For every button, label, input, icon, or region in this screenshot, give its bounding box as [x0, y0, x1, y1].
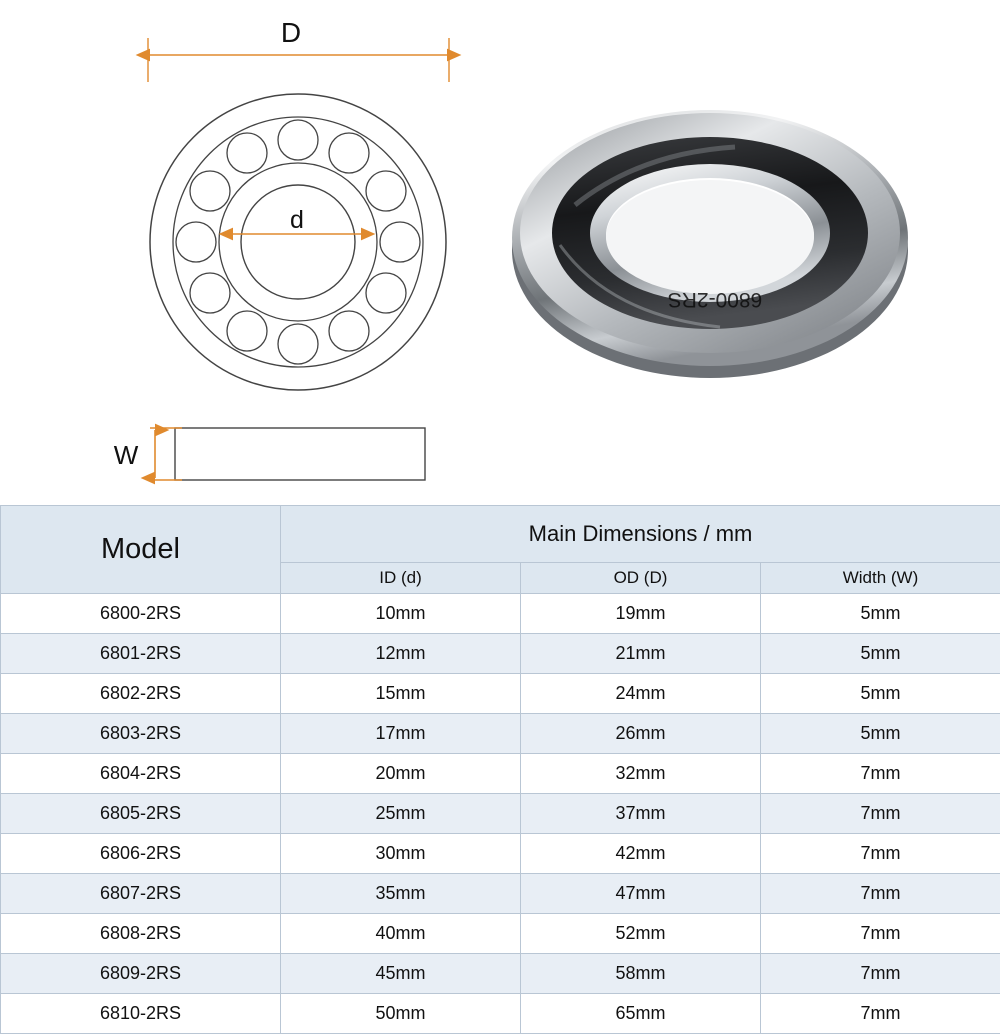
cell-model: 6810-2RS: [1, 994, 281, 1034]
bearing-photo: [500, 75, 920, 395]
cell-id: 50mm: [281, 994, 521, 1034]
cell-model: 6809-2RS: [1, 954, 281, 994]
cell-od: 65mm: [521, 994, 761, 1034]
cell-width: 7mm: [761, 754, 1000, 794]
header-outer-diameter: OD (D): [521, 563, 761, 594]
table-row: [1, 794, 1000, 834]
label-inner-diameter: d: [290, 206, 304, 234]
table-header-row-primary: [1, 506, 1000, 563]
cell-id: 20mm: [281, 754, 521, 794]
cell-width: 7mm: [761, 834, 1000, 874]
table-row: [1, 674, 1000, 714]
cell-width: 7mm: [761, 914, 1000, 954]
header-model: Model: [1, 506, 281, 594]
label-outer-diameter: D: [281, 17, 301, 48]
cell-width: 5mm: [761, 714, 1000, 754]
cell-model: 6807-2RS: [1, 874, 281, 914]
cell-id: 45mm: [281, 954, 521, 994]
illustration-area: [0, 0, 1000, 505]
table-row: [1, 754, 1000, 794]
cell-od: 26mm: [521, 714, 761, 754]
cell-od: 52mm: [521, 914, 761, 954]
table-row: [1, 594, 1000, 634]
cell-id: 15mm: [281, 674, 521, 714]
cell-model: 6803-2RS: [1, 714, 281, 754]
table-row: [1, 834, 1000, 874]
header-width: Width (W): [761, 563, 1000, 594]
cell-width: 5mm: [761, 594, 1000, 634]
cell-model: 6806-2RS: [1, 834, 281, 874]
cell-id: 17mm: [281, 714, 521, 754]
cell-width: 7mm: [761, 994, 1000, 1034]
cell-od: 32mm: [521, 754, 761, 794]
cell-od: 42mm: [521, 834, 761, 874]
cell-width: 7mm: [761, 794, 1000, 834]
cell-model: 6808-2RS: [1, 914, 281, 954]
specifications-table: [0, 505, 1000, 1034]
cell-od: 19mm: [521, 594, 761, 634]
cell-model: 6802-2RS: [1, 674, 281, 714]
cell-id: 40mm: [281, 914, 521, 954]
cell-id: 30mm: [281, 834, 521, 874]
cell-model: 6800-2RS: [1, 594, 281, 634]
cell-width: 7mm: [761, 874, 1000, 914]
header-main-dimensions: Main Dimensions / mm: [281, 506, 1000, 563]
table-row: [1, 874, 1000, 914]
cell-id: 10mm: [281, 594, 521, 634]
cell-model: 6804-2RS: [1, 754, 281, 794]
cell-width: 5mm: [761, 634, 1000, 674]
cell-od: 24mm: [521, 674, 761, 714]
cell-od: 58mm: [521, 954, 761, 994]
cell-model: 6801-2RS: [1, 634, 281, 674]
cell-width: 7mm: [761, 954, 1000, 994]
table-row: [1, 634, 1000, 674]
cell-model: 6805-2RS: [1, 794, 281, 834]
cell-od: 37mm: [521, 794, 761, 834]
table-row: [1, 914, 1000, 954]
cell-od: 47mm: [521, 874, 761, 914]
cell-width: 5mm: [761, 674, 1000, 714]
cell-id: 35mm: [281, 874, 521, 914]
cell-id: 12mm: [281, 634, 521, 674]
table-row: [1, 954, 1000, 994]
table-row: [1, 714, 1000, 754]
bearing-technical-drawing: [0, 0, 500, 505]
bearing-engraving-text: 6800-2RS: [668, 288, 763, 311]
header-inner-diameter: ID (d): [281, 563, 521, 594]
cell-id: 25mm: [281, 794, 521, 834]
table-body: [1, 594, 1000, 1034]
label-width: W: [114, 440, 139, 470]
cell-od: 21mm: [521, 634, 761, 674]
